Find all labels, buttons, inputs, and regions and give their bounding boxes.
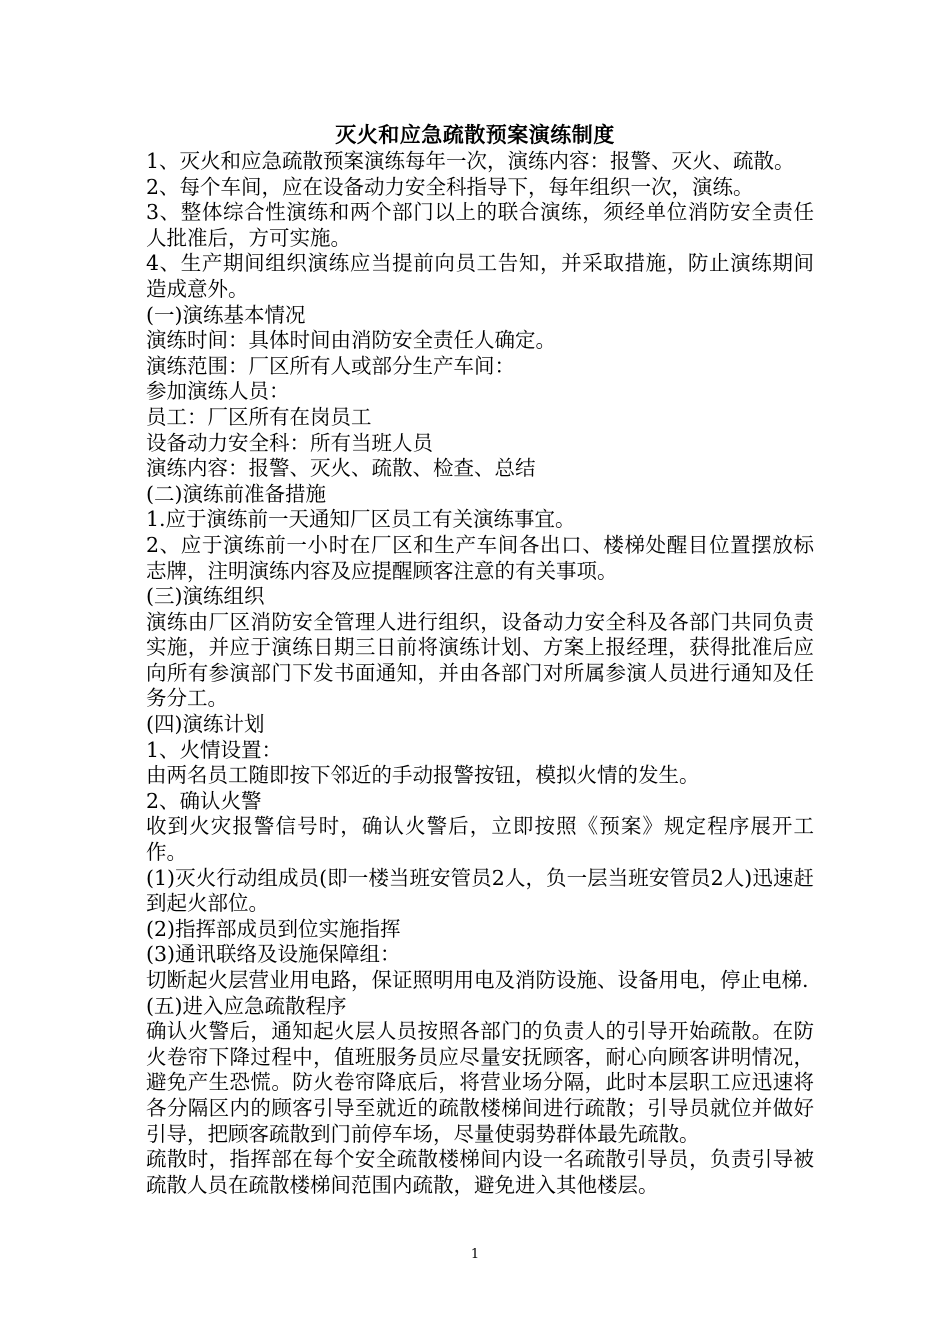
paragraph-2: 2、每个车间，应在设备动力安全科指导下，每年组织一次，演练。 [146,174,754,199]
section-heading-1: (一)演练基本情况 [146,302,306,327]
paragraph-step-3: (3)通讯联络及设施保障组： [146,942,401,967]
paragraph-evacuation-guides: 疏散时，指挥部在每个安全疏散楼梯间内设一名疏散引导员，负责引导被疏散人员在疏散楼梯间范围内疏散，避免进入其他楼层。 [146,1147,814,1197]
paragraph-step-2: (2)指挥部成员到位实施指挥 [146,916,401,941]
section-heading-5: (五)进入应急疏散程序 [146,993,347,1018]
paragraph-drill-scope: 演练范围：厂区所有人或部分生产车间： [146,353,515,378]
paragraph-drill-content: 演练内容：报警、灭火、疏散、检查、总结 [146,456,536,481]
paragraph-alarm-response: 收到火灾报警信号时，确认火警后，立即按照《预案》规定程序展开工作。 [146,814,814,865]
document-title: 灭火和应急疏散预案演练制度 [335,122,615,147]
page-number: 1 [470,1247,480,1262]
document-body [146,149,814,1198]
paragraph-participants: 参加演练人员： [146,379,290,404]
paragraph-3: 3、整体综合性演练和两个部门以上的联合演练，须经单位消防安全责任人批准后，方可实施。 [146,200,814,250]
paragraph-power-cut: 切断起火层营业用电路，保证照明用电及消防设施、设备用电，停止电梯. [146,968,809,992]
section-heading-2: (二)演练前准备措施 [146,481,326,506]
paragraph-1: 1、灭火和应急疏散预案演练每年一次，演练内容：报警、灭火、疏散。 [146,149,795,173]
paragraph-fire-simulation: 由两名员工随即按下邻近的手动报警按钮，模拟火情的发生。 [146,763,700,788]
paragraph-staff: 员工：厂区所有在岗员工 [146,404,372,429]
paragraph-step-1: (1)灭火行动组成员(即一楼当班安管员2人，负一层当班安管员2人)迅速赶到起火部位。 [146,865,814,916]
paragraph-4: 4、生产期间组织演练应当提前向员工告知，并采取措施，防止演练期间造成意外。 [146,251,814,301]
section-heading-4: (四)演练计划 [146,712,265,737]
paragraph-confirm-alarm: 2、确认火警 [146,788,262,813]
paragraph-safety-dept: 设备动力安全科：所有当班人员 [146,430,433,455]
section-heading-3: (三)演练组织 [146,584,265,609]
paragraph-evacuation: 确认火警后，通知起火层人员按照各部门的负责人的引导开始疏散。在防火卷帘下降过程中，值班服务员应尽量安抚顾客，耐心向顾客讲明情况，避免产生恐慌。防火卷帘降底后，将营业场分隔，此时本层职工应迅速将各分隔区内的顾客引导至就近的疏散楼梯间进行疏散；引导员就位并做好引导，把顾客疏散到门前停车场，尽量使弱势群体最先疏散。 [146,1019,814,1146]
paragraph-drill-time: 演练时间：具体时间由消防安全责任人确定。 [146,328,556,353]
paragraph-prep-1: 1.应于演练前一天通知厂区员工有关演练事宜。 [146,507,576,532]
paragraph-organization: 演练由厂区消防安全管理人进行组织，设备动力安全科及各部门共同负责实施，并应于演练日期三日前将演练计划、方案上报经理，获得批准后应向所有参演部门下发书面通知，并由各部门对所属参演人员进行通知及任务分工。 [146,609,814,711]
paragraph-prep-2: 2、应于演练前一小时在厂区和生产车间各出口、楼梯处醒目位置摆放标志牌，注明演练内容及应提醒顾客注意的有关事项。 [146,532,814,583]
paragraph-fire-setup: 1、火情设置： [146,737,283,762]
